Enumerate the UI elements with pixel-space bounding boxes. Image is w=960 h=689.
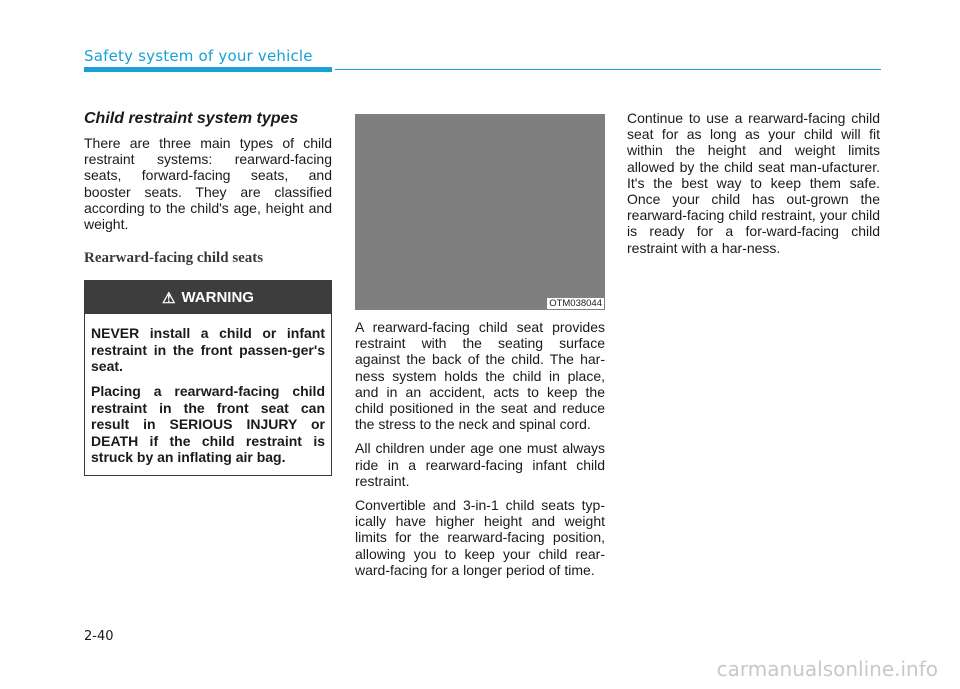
warning-body	[85, 314, 331, 475]
page-number: 2-40	[84, 629, 114, 644]
body-paragraph: Continue to use a rearward-facing child seat for as long as your child will fit within the height and weight limits allowed by the child seat man-ufacturer. It's the best way to keep them safe. Once your child has out-grown the rearward-facing child restraint, your child is ready for a for-ward-facing child restraint with a har-ness.	[627, 110, 880, 256]
warning-header	[85, 281, 331, 314]
header-rule-thin	[335, 69, 881, 70]
intro-paragraph: There are three main types of child restraint systems: rearward-facing seats, forward-facing seats, and booster seats. They are classified according to the child's age, height and weight.	[84, 135, 332, 233]
header-rule-thick	[84, 67, 332, 72]
subheading: Rearward-facing child seats	[84, 250, 264, 267]
warning-box	[84, 280, 332, 476]
figure-code: OTM038044	[549, 298, 602, 309]
column-left	[84, 110, 332, 476]
column-right	[627, 110, 880, 264]
body-paragraph: A rearward-facing child seat provides restraint with the seating surface against the back of the child. The har-ness system holds the child in place, and in an accident, acts to keep the child positioned in the seat and reduce the stress to the neck and spinal cord.	[355, 319, 605, 433]
column-middle	[355, 110, 605, 586]
header-title: Safety system of your vehicle	[84, 47, 313, 65]
warning-triangle-icon: ⚠	[162, 289, 176, 307]
warning-paragraph: NEVER install a child or infant restraint in the front passen-ger's seat.	[91, 325, 325, 375]
warning-paragraph: Placing a rearward-facing child restraint in the front seat can result in SERIOUS INJURY or DEATH if the child restraint is struck by an inflating air bag.	[91, 383, 325, 466]
watermark: carmanualsonline.info	[716, 657, 938, 681]
body-paragraph: All children under age one must always ride in a rearward-facing infant child restraint.	[355, 440, 605, 489]
section-title: Child restraint system types	[84, 110, 299, 127]
body-paragraph: Convertible and 3-in-1 child seats typ-ically have higher height and weight limits for the rearward-facing position, allowing you to keep your child rear-ward-facing for a longer period of time.	[355, 497, 605, 578]
warning-title: WARNING	[181, 289, 254, 307]
figure-image	[355, 114, 605, 310]
